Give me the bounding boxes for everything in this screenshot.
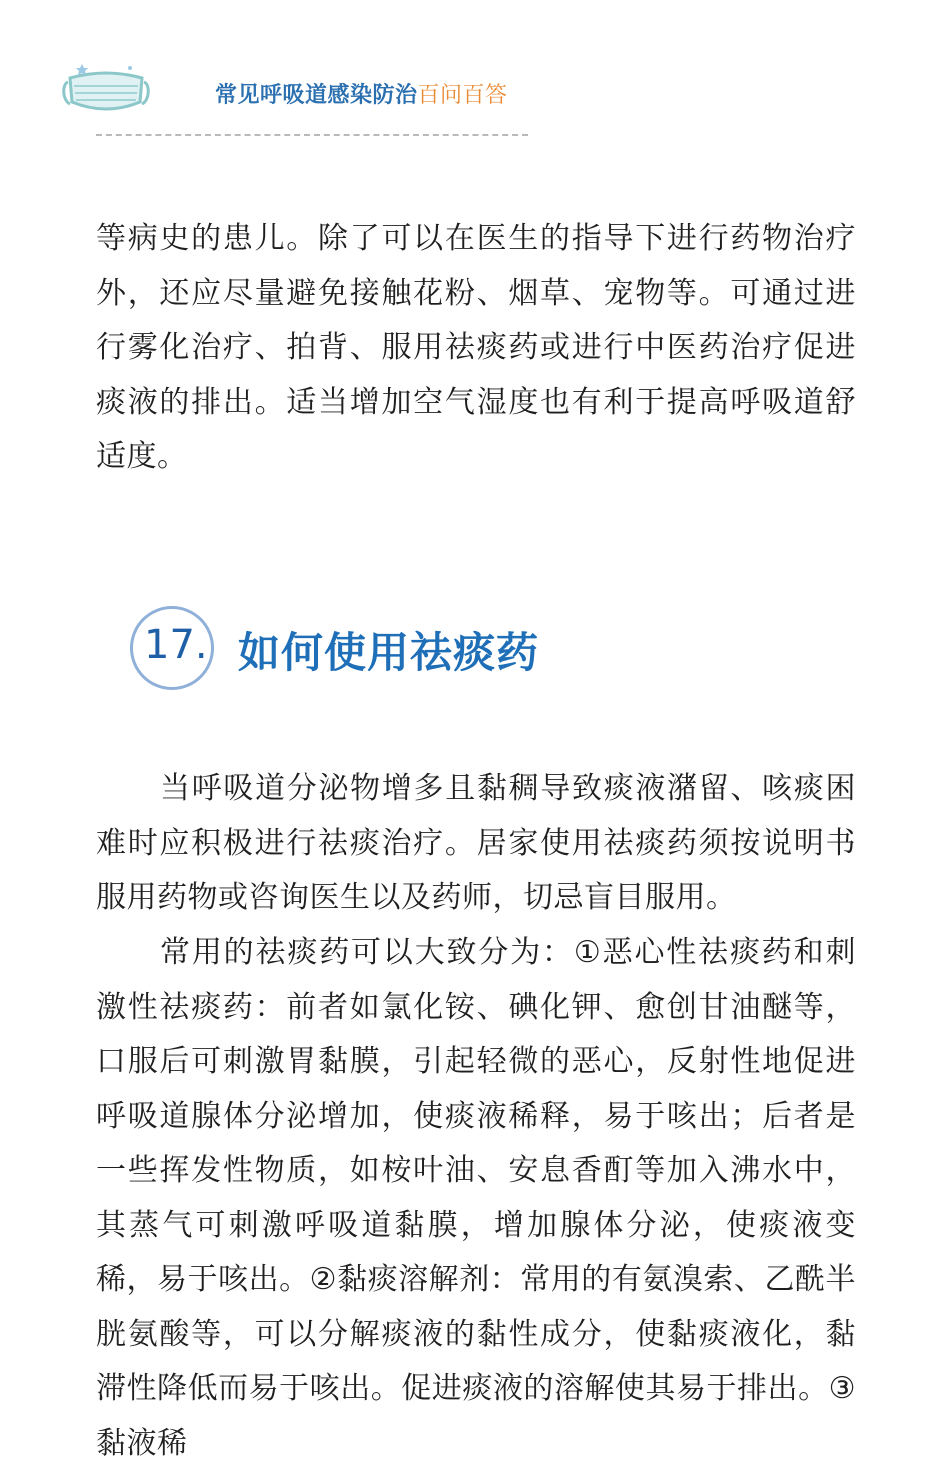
book-title-main: 常见呼吸道感染防治 (215, 83, 418, 108)
header-divider (96, 134, 528, 136)
book-title-accent: 百问百答 (417, 83, 508, 108)
body-paragraph-2: 常用的祛痰药可以大致分为：①恶心性祛痰药和刺激性祛痰药：前者如氯化铵、碘化钾、愈创甘油醚等，口服后可刺激胃黏膜，引起轻微的恶心，反射性地促进呼吸道腺体分泌增加，使痰液稀释，易于咳出；后者是一些挥发性物质，如桉叶油、安息香酊等加入沸水中，其蒸气可刺激呼吸道黏膜，增加腺体分泌，使痰液变稀，易于咳出。②黏痰溶解剂：常用的有氨溴索、乙酰半胱氨酸等，可以分解痰液的黏性成分，使黏痰液化，黏滞性降低而易于咳出。促进痰液的溶解使其易于排出。③黏液稀 (96, 935, 856, 1461)
face-mask-icon (60, 60, 152, 124)
book-title (215, 78, 508, 109)
section-title: 如何使用祛痰药 (238, 628, 540, 677)
running-header (60, 60, 540, 150)
section-number: 17. (144, 622, 208, 668)
intro-paragraph: 等病史的患儿。除了可以在医生的指导下进行药物治疗外，还应尽量避免接触花粉、烟草、宠物等。可通过进行雾化治疗、拍背、服用祛痰药或进行中医药治疗促进痰液的排出。适当增加空气湿度也有利于提高呼吸道舒适度。 (96, 221, 856, 474)
section-heading (130, 606, 730, 698)
body-paragraph-1: 当呼吸道分泌物增多且黏稠导致痰液潴留、咳痰困难时应积极进行祛痰治疗。居家使用祛痰药须按说明书服用药物或咨询医生以及药师，切忌盲目服用。 (96, 771, 856, 915)
